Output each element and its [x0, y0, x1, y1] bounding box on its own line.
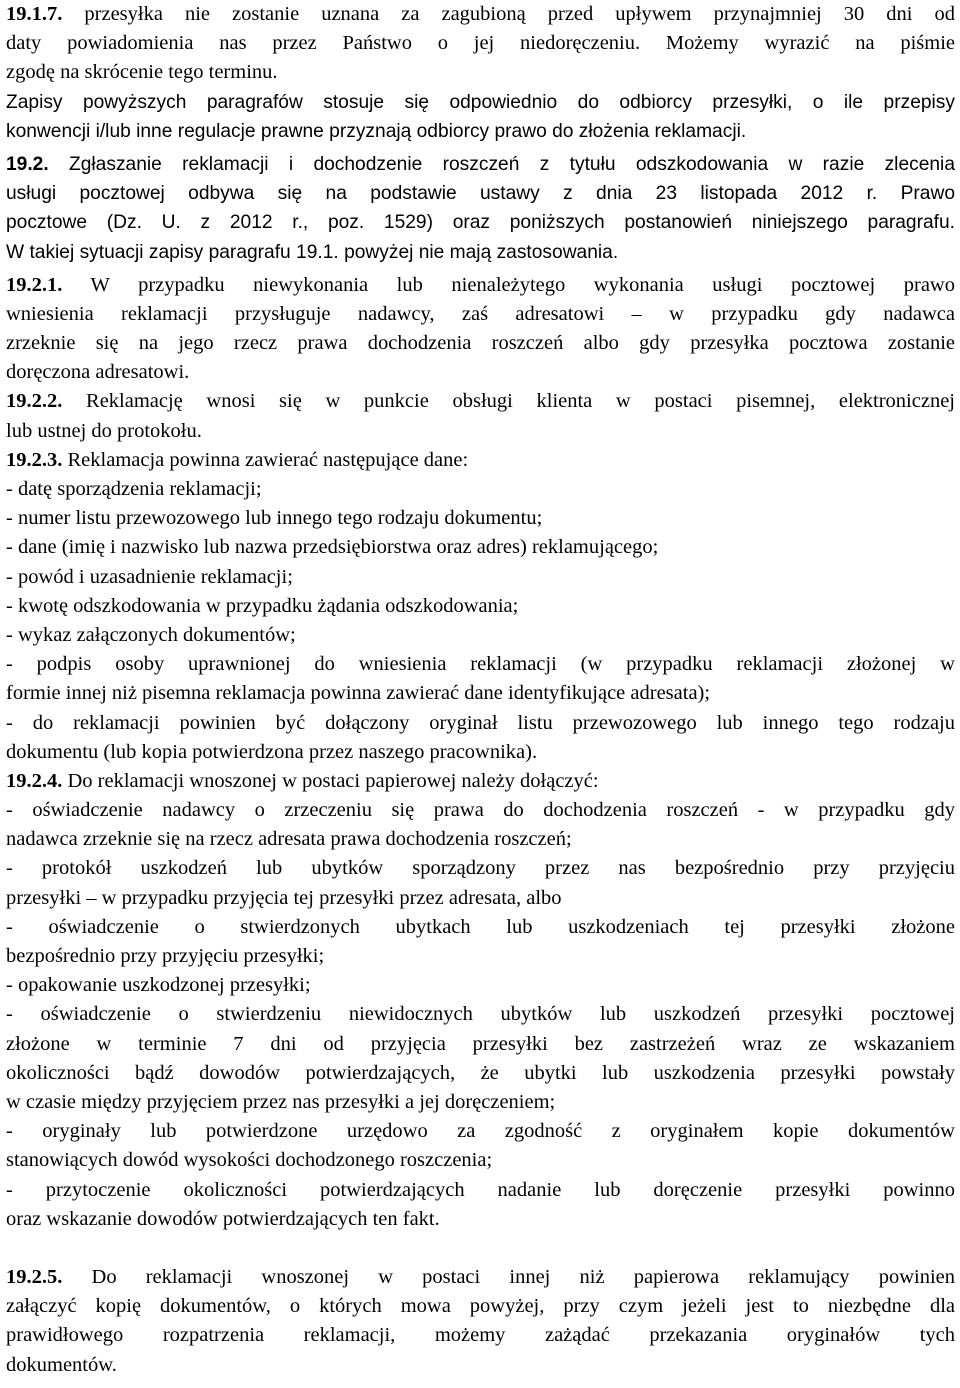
text-line: W takiej sytuacji zapisy paragrafu 19.1. powyżej nie mają zastosowania. — [6, 241, 619, 263]
text-line: dokumentu (lub kopia potwierdzona przez naszego pracownika). — [6, 740, 538, 763]
list-item: - dane (imię i nazwisko lub nazwa przedsiębiorstwa oraz adres) reklamującego; — [6, 536, 659, 559]
text-line: nadawca zrzeknie się na rzecz adresata prawa dochodzenia roszczeń; — [6, 828, 572, 851]
paragraph-number: 19.2.1. — [6, 273, 63, 296]
text-segment: przesyłka nie zostanie uznana za zagubioną przed upływem przynajmniej 30 dni od — [62, 3, 955, 25]
list-item: - kwotę odszkodowania w przypadku żądania odszkodowania; — [6, 594, 519, 617]
text-line: bezpośrednio przy przyjęciu przesyłki; — [6, 945, 325, 967]
blank-line — [6, 1234, 955, 1263]
text-line: zgodę na skrócenie tego terminu. — [6, 61, 278, 84]
paragraph-number: 19.2.3. — [6, 448, 63, 471]
text-line: oraz wskazanie dowodów potwierdzających ten fakt. — [6, 1207, 440, 1230]
text-line: w czasie między przyjęciem przez nas przesyłki a jej doręczeniem; — [6, 1090, 556, 1113]
paragraph-19-2-3 — [6, 446, 955, 767]
text-line: formie innej niż pisemna reklamacja powinna zawierać dane identyfikujące adresata); — [6, 682, 711, 705]
text-line: prawidłowego rozpatrzenia reklamacji, możemy zażądać przekazania oryginałów tych — [6, 1324, 955, 1347]
paragraph-number: 19.2.5. — [6, 1266, 63, 1289]
text-segment: Do reklamacji wnoszonej w postaci papierowej należy dołączyć: — [62, 769, 599, 792]
text-segment: W przypadku niewykonania lub nienależytego wykonania usługi pocztowej prawo — [62, 273, 955, 296]
list-item: - do reklamacji powinien być dołączony oryginał listu przewozowego lub innego tego rodzaju — [6, 711, 955, 734]
list-item: - oświadczenie nadawcy o zrzeczeniu się prawa do dochodzenia roszczeń - w przypadku gdy — [6, 799, 955, 822]
paragraph-19-2-4 — [6, 767, 955, 1234]
list-item: - przytoczenie okoliczności potwierdzających nadanie lub doręczenie przesyłki powinno — [6, 1178, 955, 1201]
paragraph-19-2 — [6, 150, 955, 267]
text-line: przesyłki – w przypadku przyjęcia tej przesyłki przez adresata, albo — [6, 886, 562, 909]
list-item: - datę sporządzenia reklamacji; — [6, 478, 262, 500]
list-item: - oświadczenie o stwierdzonych ubytkach lub uszkodzeniach tej przesyłki złożone — [6, 915, 955, 938]
text-line: dokumentów. — [6, 1353, 117, 1376]
text-line: wniesienia reklamacji przysługuje nadawcy, zaś adresatowi – w przypadku gdy nadawca — [6, 302, 955, 325]
text-line: Zapisy powyższych paragrafów stosuje się odpowiednio do odbiorcy przesyłki, o ile przepisy — [6, 91, 955, 113]
list-item: - oświadczenie o stwierdzeniu niewidocznych ubytków lub uszkodzeń przesyłki pocztowej — [6, 1003, 955, 1026]
text-line: doręczona adresatowi. — [6, 361, 190, 384]
paragraph-number: 19.1.7. — [6, 3, 63, 25]
text-line — [6, 446, 955, 475]
list-item: - wykaz załączonych dokumentów; — [6, 623, 296, 646]
paragraph-number: 19.2. — [6, 153, 49, 175]
text-segment: Zgłaszanie reklamacji i dochodzenie roszczeń z tytułu odszkodowania w razie zlecenia — [48, 153, 955, 175]
text-line — [6, 1263, 955, 1292]
text-line — [6, 387, 955, 416]
paragraph-number: 19.2.4. — [6, 769, 63, 792]
text-line: stanowiących dowód wysokości dochodzonego roszczenia; — [6, 1149, 493, 1172]
text-line — [6, 150, 955, 179]
text-line: zrzeknie się na jego rzecz prawa dochodzenia roszczeń albo gdy przesyłka pocztowa zostanie — [6, 332, 955, 355]
text-line — [6, 271, 955, 300]
text-line — [6, 767, 955, 796]
list-item: - oryginały lub potwierdzone urzędowo za zgodność z oryginałem kopie dokumentów — [6, 1120, 955, 1143]
list-item: - podpis osoby uprawnionej do wniesienia reklamacji (w przypadku reklamacji złożonej w — [6, 653, 955, 676]
text-line: pocztowe (Dz. U. z 2012 r., poz. 1529) oraz poniższych postanowień niniejszego paragrafu. — [6, 212, 955, 234]
list-item: - opakowanie uszkodzonej przesyłki; — [6, 974, 311, 997]
paragraph-19-1-7 — [6, 0, 955, 88]
paragraph-19-2-5 — [6, 1263, 955, 1380]
list-item: - protokół uszkodzeń lub ubytków sporządzony przez nas bezpośrednio przy przyjęciu — [6, 857, 955, 880]
list-item: - numer listu przewozowego lub innego tego rodzaju dokumentu; — [6, 507, 543, 530]
text-line: konwencji i/lub inne regulacje prawne przyznają odbiorcy prawo do złożenia reklamacji. — [6, 120, 747, 142]
text-line: okoliczności bądź dowodów potwierdzających, że ubytki lub uszkodzenia przesyłki powstały — [6, 1061, 955, 1084]
text-line: lub ustnej do protokołu. — [6, 419, 202, 442]
paragraph-zapisy — [6, 88, 955, 146]
paragraph-number: 19.2.2. — [6, 390, 63, 413]
text-line: usługi pocztowej odbywa się na podstawie ustawy z dnia 23 listopada 2012 r. Prawo — [6, 183, 955, 205]
paragraph-19-2-1 — [6, 271, 955, 388]
text-segment: Reklamacja powinna zawierać następujące dane: — [62, 448, 469, 471]
text-segment: Do reklamacji wnoszonej w postaci innej niż papierowa reklamujący powinien — [62, 1266, 955, 1289]
text-segment: Reklamację wnosi się w punkcie obsługi klienta w postaci pisemnej, elektronicznej — [62, 390, 955, 413]
text-line — [6, 0, 955, 29]
list-item: - powód i uzasadnienie reklamacji; — [6, 565, 293, 588]
text-line: załączyć kopię dokumentów, o których mowa powyżej, przy czym jeżeli jest to niezbędne dla — [6, 1295, 955, 1318]
text-line: daty powiadomienia nas przez Państwo o jej niedoręczeniu. Możemy wyrazić na piśmie — [6, 32, 955, 55]
text-line: złożone w terminie 7 dni od przyjęcia przesyłki bez zastrzeżeń wraz ze wskazaniem — [6, 1032, 955, 1055]
paragraph-19-2-2 — [6, 387, 955, 445]
